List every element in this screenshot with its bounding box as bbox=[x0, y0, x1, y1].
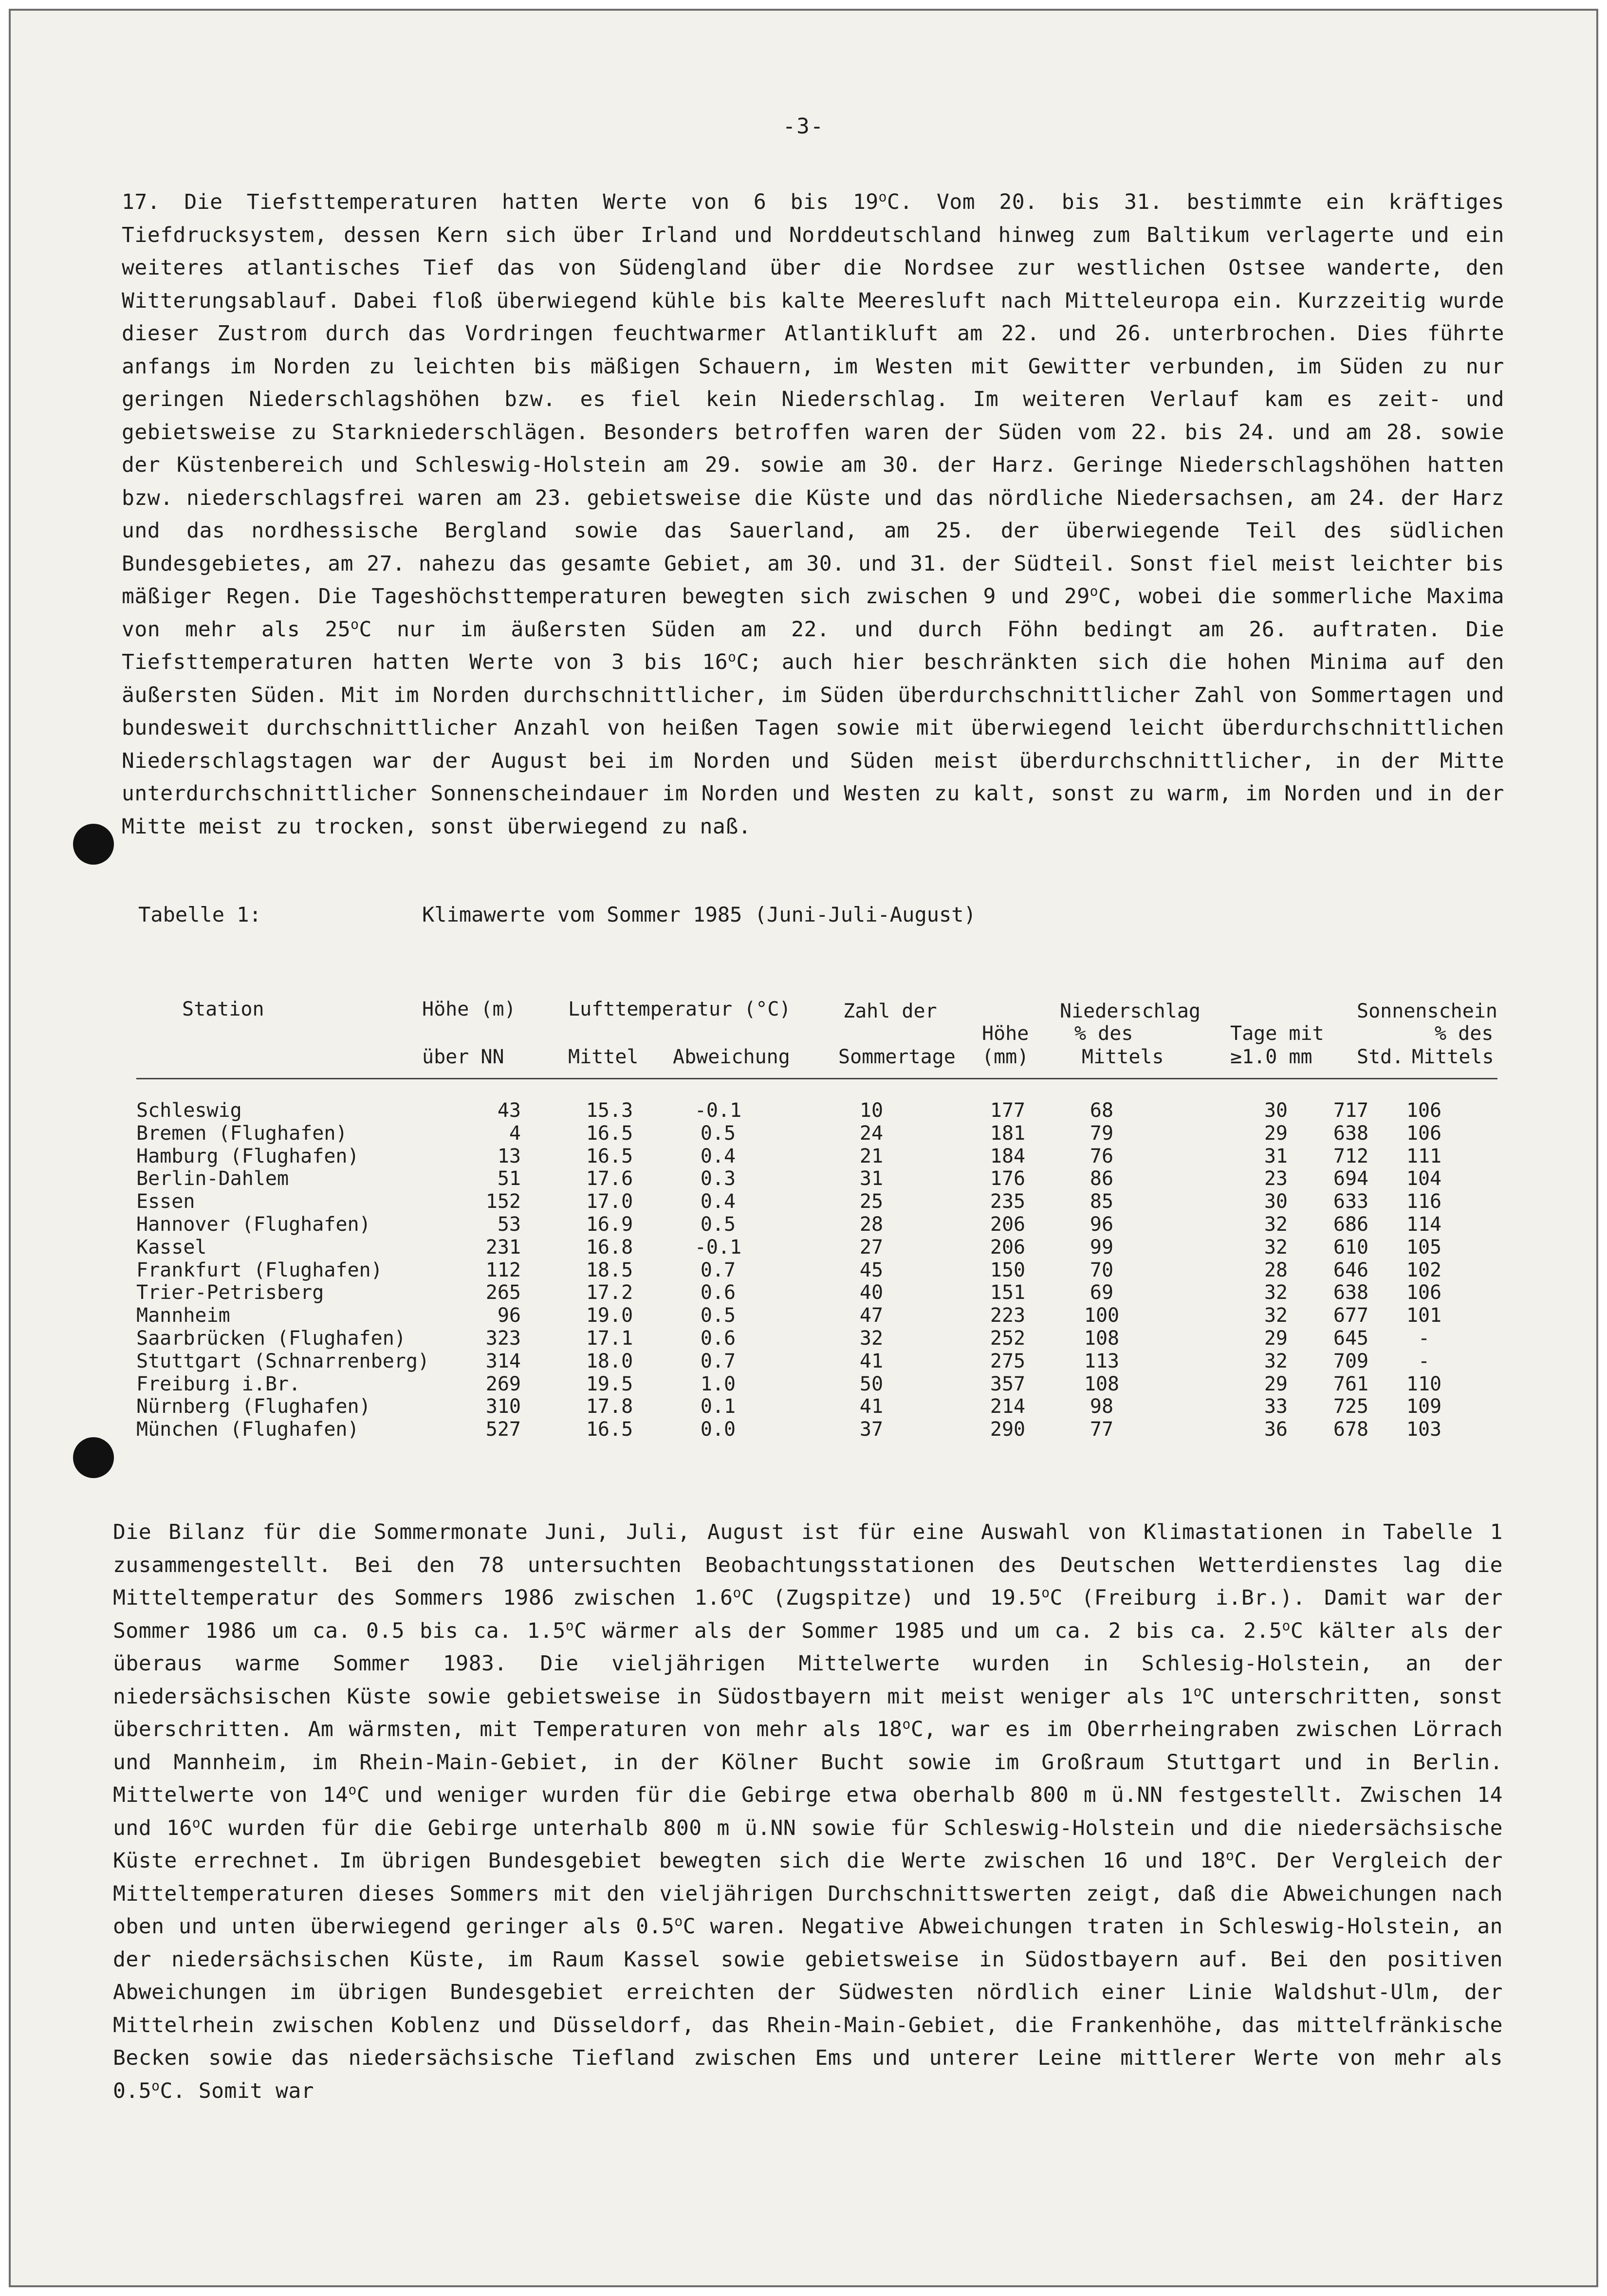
cell-spct: 110 bbox=[1406, 1372, 1442, 1395]
cell-std: 678 bbox=[1333, 1418, 1369, 1441]
table-row bbox=[136, 1099, 1499, 1122]
cell-station: Mannheim bbox=[136, 1304, 230, 1327]
cell-npct: 98 bbox=[1090, 1395, 1114, 1418]
cell-nhoehe: 206 bbox=[990, 1236, 1026, 1259]
cell-mittel: 16.9 bbox=[586, 1213, 633, 1236]
table-row bbox=[136, 1373, 1499, 1396]
cell-station: Hannover (Flughafen) bbox=[136, 1213, 371, 1236]
header-mittel: Mittel bbox=[568, 1046, 639, 1068]
cell-npct: 85 bbox=[1090, 1190, 1114, 1213]
cell-npct: 96 bbox=[1090, 1213, 1114, 1236]
header-tage-top: Tage mit bbox=[1230, 1022, 1324, 1045]
table-header-rule bbox=[136, 1078, 1497, 1079]
cell-station: Saarbrücken (Flughafen) bbox=[136, 1327, 406, 1350]
cell-sommertage: 37 bbox=[859, 1418, 884, 1441]
table-row bbox=[136, 1236, 1499, 1259]
header-npct-top: % des bbox=[1074, 1022, 1133, 1045]
cell-tage: 29 bbox=[1264, 1372, 1288, 1395]
paragraph-bottom: Die Bilanz für die Sommermonate Juni, Juli, August ist für eine Auswahl von Klimastationen in Tabelle 1 zusammengestellt. Bei den 78 untersuchten Beobachtungsstationen des Deutschen Wetterdienstes lag die Mitteltemperatur des Sommers 1986 zwischen 1.6$^o$C (Zugspitze) und 19.5$^o$C (Freiburg i.Br.). Damit war der Sommer 1986 um ca. 0.5 bis ca. 1.5$^o$C wärmer als der Sommer 1985 und um ca. 2 bis ca. 2.5$^o$C kälter als der überaus warme Sommer 1983. Die vieljährigen Mittelwerte wurden in Schlesig-Holstein, an der niedersächsischen Küste sowie gebietsweise in Südostbayern mit meist weniger als 1$^o$C unterschritten, sonst überschritten. Am wärmsten, mit Temperaturen von mehr als 18$^o$C, war es im Oberrheingraben zwischen Lörrach und Mannheim, im Rhein-Main-Gebiet, in der Kölner Bucht sowie im Großraum Stuttgart und in Berlin. Mittelwerte von 14$^o$C und weniger wurden für die Gebirge etwa oberhalb 800 m ü.NN festgestellt. Zwischen 14 und 16$^o$C wurden für die Gebirge unterhalb 800 m ü.NN sowie für Schleswig-Holstein und die niedersächsische Küste errechnet. Im übrigen Bundesgebiet bewegten sich die Werte zwischen 16 und 18$^o$C. Der Vergleich der Mitteltemperaturen dieses Sommers mit den vieljährigen Durchschnittswerten zeigt, daß die Abweichungen nach oben und unten überwiegend geringer als 0.5$^o$C waren. Negative Abweichungen traten in Schleswig-Holstein, an der niedersächsischen Küste, im Raum Kassel sowie gebietsweise in Südostbayern auf. Bei den positiven Abweichungen im übrigen Bundesgebiet erreichten der Südwesten nördlich einer Linie Waldshut-Ulm, der Mittelrhein zwischen Koblenz und Düsseldorf, das Rhein-Main-Gebiet, die Frankenhöhe, das mittelfränkische Becken sowie das niedersächsische Tiefland zwischen Ems und unterer Leine mittlerer Werte von mehr als 0.5$^o$C. Somit war bbox=[113, 1520, 1503, 2103]
cell-tage: 32 bbox=[1264, 1213, 1288, 1236]
table-row bbox=[136, 1259, 1499, 1282]
cell-nhoehe: 214 bbox=[990, 1395, 1026, 1418]
header-tage-bottom: ≥1.0 mm bbox=[1230, 1046, 1312, 1068]
cell-nhoehe: 181 bbox=[990, 1122, 1026, 1145]
cell-npct: 68 bbox=[1090, 1099, 1114, 1122]
cell-abw: 0.4 bbox=[700, 1190, 736, 1213]
cell-hoehe: 269 bbox=[485, 1372, 521, 1395]
cell-std: 638 bbox=[1333, 1281, 1369, 1304]
cell-mittel: 16.5 bbox=[586, 1418, 633, 1441]
table-body bbox=[136, 1099, 1499, 1441]
cell-abw: 1.0 bbox=[700, 1372, 736, 1395]
header-abweichung: Abweichung bbox=[673, 1046, 790, 1068]
cell-npct: 77 bbox=[1090, 1418, 1114, 1441]
cell-station: Frankfurt (Flughafen) bbox=[136, 1259, 383, 1281]
cell-abw: 0.3 bbox=[700, 1167, 736, 1190]
cell-abw: -0.1 bbox=[694, 1099, 742, 1122]
cell-sommertage: 31 bbox=[859, 1167, 884, 1190]
table-caption: Tabelle 1: bbox=[138, 903, 261, 926]
cell-std: 633 bbox=[1333, 1190, 1369, 1213]
cell-sommertage: 10 bbox=[859, 1099, 884, 1122]
cell-npct: 100 bbox=[1084, 1304, 1120, 1327]
header-nhoehe-bottom: (mm) bbox=[982, 1046, 1029, 1068]
cell-mittel: 17.6 bbox=[586, 1167, 633, 1190]
cell-npct: 99 bbox=[1090, 1236, 1114, 1259]
cell-nhoehe: 151 bbox=[990, 1281, 1026, 1304]
cell-sommertage: 21 bbox=[859, 1145, 884, 1167]
cell-sommertage: 24 bbox=[859, 1122, 884, 1145]
cell-sommertage: 28 bbox=[859, 1213, 884, 1236]
cell-hoehe: 310 bbox=[485, 1395, 521, 1418]
cell-spct: 109 bbox=[1406, 1395, 1442, 1418]
cell-spct: 106 bbox=[1406, 1281, 1442, 1304]
cell-hoehe: 96 bbox=[497, 1304, 521, 1327]
cell-nhoehe: 290 bbox=[990, 1418, 1026, 1441]
cell-tage: 32 bbox=[1264, 1304, 1288, 1327]
cell-abw: 0.7 bbox=[700, 1350, 736, 1372]
cell-nhoehe: 252 bbox=[990, 1327, 1026, 1350]
cell-mittel: 16.5 bbox=[586, 1122, 633, 1145]
paragraph-top: 17. Die Tiefsttemperaturen hatten Werte von 6 bis 19$^o$C. Vom 20. bis 31. bestimmte ein kräftiges Tiefdrucksystem, dessen Kern sich über Irland und Norddeutschland hinweg zum Baltikum verlagerte und ein weiteres atlantisches Tief das von Südengland über die Nordsee zur westlichen Ostsee wanderte, den Witterungsablauf. Dabei floß überwiegend kühle bis kalte Meeresluft nach Mitteleuropa ein. Kurzzeitig wurde dieser Zustrom durch das Vordringen feuchtwarmer Atlantikluft am 22. und 26. unterbrochen. Dies führte anfangs im Norden zu leichten bis mäßigen Schauern, im Westen mit Gewitter verbunden, im Süden zu nur geringen Niederschlagshöhen bzw. es fiel kein Niederschlag. Im weiteren Verlauf kam es zeit- und gebietsweise zu Starkniederschlägen. Besonders betroffen waren der Süden vom 22. bis 24. und am 28. sowie der Küstenbereich und Schleswig-Holstein am 29. sowie am 30. der Harz. Geringe Niederschlagshöhen hatten bzw. niederschlagsfrei waren am 23. gebietsweise die Küste und das nördliche Niedersachsen, am 24. der Harz und das nordhessische Bergland sowie das Sauerland, am 25. der überwiegende Teil des südlichen Bundesgebietes, am 27. nahezu das gesamte Gebiet, am 30. und 31. der Südteil. Sonst fiel meist leichter bis mäßiger Regen. Die Tageshöchsttemperaturen bewegten sich zwischen 9 und 29$^o$C, wobei die sommerliche Maxima von mehr als 25$^o$C nur im äußersten Süden am 22. und durch Föhn bedingt am 26. auftraten. Die Tiefsttemperaturen hatten Werte von 3 bis 16$^o$C; auch hier beschränkten sich die hohen Minima auf den äußersten Süden. Mit im Norden durchschnittlicher, im Süden überdurchschnittlicher Zahl von Sommertagen und bundesweit durchschnittlicher Anzahl von heißen Tagen sowie mit überwiegend leicht überdurchschnittlichen Niederschlagstagen war der August bei im Norden und Süden meist überdurchschnittlicher, in der Mitte unterdurchschnittlicher Sonnenscheindauer im Norden und Westen zu kalt, sonst zu warm, im Norden und in der Mitte meist zu trocken, sonst überwiegend zu naß. bbox=[122, 188, 1505, 839]
cell-tage: 23 bbox=[1264, 1167, 1288, 1190]
cell-hoehe: 4 bbox=[509, 1122, 521, 1145]
cell-hoehe: 13 bbox=[497, 1145, 521, 1167]
cell-std: 645 bbox=[1333, 1327, 1369, 1350]
cell-station: Bremen (Flughafen) bbox=[136, 1122, 348, 1145]
cell-mittel: 18.5 bbox=[586, 1259, 633, 1281]
cell-mittel: 17.0 bbox=[586, 1190, 633, 1213]
cell-abw: 0.5 bbox=[700, 1122, 736, 1145]
header-hoehe-bottom: über NN bbox=[422, 1046, 504, 1068]
cell-std: 638 bbox=[1333, 1122, 1369, 1145]
cell-spct: 106 bbox=[1406, 1122, 1442, 1145]
cell-station: Freiburg i.Br. bbox=[136, 1372, 301, 1395]
table-title: Klimawerte vom Sommer 1985 (Juni-Juli-August) bbox=[422, 903, 976, 926]
header-nhoehe-top: Höhe bbox=[982, 1022, 1029, 1045]
cell-hoehe: 51 bbox=[497, 1167, 521, 1190]
cell-abw: -0.1 bbox=[694, 1236, 742, 1259]
cell-spct: 104 bbox=[1406, 1167, 1442, 1190]
cell-npct: 108 bbox=[1084, 1327, 1120, 1350]
cell-std: 686 bbox=[1333, 1213, 1369, 1236]
cell-std: 694 bbox=[1333, 1167, 1369, 1190]
cell-tage: 32 bbox=[1264, 1281, 1288, 1304]
cell-nhoehe: 177 bbox=[990, 1099, 1026, 1122]
cell-std: 725 bbox=[1333, 1395, 1369, 1418]
cell-spct: 105 bbox=[1406, 1236, 1442, 1259]
header-npct-bottom: Mittels bbox=[1082, 1046, 1164, 1068]
cell-hoehe: 527 bbox=[485, 1418, 521, 1441]
cell-mittel: 19.5 bbox=[586, 1372, 633, 1395]
cell-nhoehe: 223 bbox=[990, 1304, 1026, 1327]
cell-hoehe: 323 bbox=[485, 1327, 521, 1350]
cell-mittel: 17.8 bbox=[586, 1395, 633, 1418]
cell-nhoehe: 235 bbox=[990, 1190, 1026, 1213]
cell-hoehe: 152 bbox=[485, 1190, 521, 1213]
cell-spct: 101 bbox=[1406, 1304, 1442, 1327]
table-row bbox=[136, 1395, 1499, 1418]
cell-station: Nürnberg (Flughafen) bbox=[136, 1395, 371, 1418]
cell-tage: 28 bbox=[1264, 1259, 1288, 1281]
table-row bbox=[136, 1122, 1499, 1145]
cell-abw: 0.6 bbox=[700, 1281, 736, 1304]
cell-spct: 106 bbox=[1406, 1099, 1442, 1122]
cell-station: Berlin-Dahlem bbox=[136, 1167, 289, 1190]
cell-spct: - bbox=[1418, 1350, 1430, 1372]
cell-std: 709 bbox=[1333, 1350, 1369, 1372]
cell-tage: 32 bbox=[1264, 1236, 1288, 1259]
cell-std: 646 bbox=[1333, 1259, 1369, 1281]
cell-sommertage: 45 bbox=[859, 1259, 884, 1281]
cell-spct: 111 bbox=[1406, 1145, 1442, 1167]
table-row bbox=[136, 1145, 1499, 1168]
page-number: -3- bbox=[782, 114, 825, 139]
header-sommertage: Sommertage bbox=[838, 1046, 956, 1068]
cell-nhoehe: 150 bbox=[990, 1259, 1026, 1281]
header-sonnenschein: Sonnenschein bbox=[1357, 1000, 1497, 1022]
cell-abw: 0.1 bbox=[700, 1395, 736, 1418]
cell-npct: 79 bbox=[1090, 1122, 1114, 1145]
cell-mittel: 17.2 bbox=[586, 1281, 633, 1304]
header-spct-top: % des bbox=[1435, 1022, 1494, 1045]
cell-std: 712 bbox=[1333, 1145, 1369, 1167]
cell-npct: 86 bbox=[1090, 1167, 1114, 1190]
table-row bbox=[136, 1350, 1499, 1373]
header-spct-bottom: Mittels bbox=[1412, 1046, 1494, 1068]
document-page bbox=[9, 9, 1598, 2287]
cell-mittel: 15.3 bbox=[586, 1099, 633, 1122]
cell-nhoehe: 206 bbox=[990, 1213, 1026, 1236]
header-zahl-der: Zahl der bbox=[843, 1000, 937, 1022]
cell-mittel: 17.1 bbox=[586, 1327, 633, 1350]
cell-abw: 0.7 bbox=[700, 1259, 736, 1281]
cell-npct: 76 bbox=[1090, 1145, 1114, 1167]
cell-hoehe: 314 bbox=[485, 1350, 521, 1372]
cell-station: Kassel bbox=[136, 1236, 207, 1259]
table-row bbox=[136, 1327, 1499, 1350]
cell-mittel: 19.0 bbox=[586, 1304, 633, 1327]
header-station: Station bbox=[182, 998, 264, 1020]
cell-npct: 69 bbox=[1090, 1281, 1114, 1304]
cell-std: 610 bbox=[1333, 1236, 1369, 1259]
header-std: Std. bbox=[1357, 1046, 1404, 1068]
table-row bbox=[136, 1167, 1499, 1190]
cell-tage: 29 bbox=[1264, 1327, 1288, 1350]
cell-tage: 30 bbox=[1264, 1099, 1288, 1122]
cell-spct: - bbox=[1418, 1327, 1430, 1350]
cell-sommertage: 41 bbox=[859, 1395, 884, 1418]
cell-mittel: 16.8 bbox=[586, 1236, 633, 1259]
cell-std: 677 bbox=[1333, 1304, 1369, 1327]
header-hoehe-top: Höhe (m) bbox=[422, 998, 516, 1020]
cell-sommertage: 41 bbox=[859, 1350, 884, 1372]
cell-nhoehe: 357 bbox=[990, 1372, 1026, 1395]
table-row bbox=[136, 1304, 1499, 1327]
cell-nhoehe: 275 bbox=[990, 1350, 1026, 1372]
cell-station: Stuttgart (Schnarrenberg) bbox=[136, 1350, 430, 1372]
cell-tage: 30 bbox=[1264, 1190, 1288, 1213]
cell-abw: 0.5 bbox=[700, 1213, 736, 1236]
cell-tage: 29 bbox=[1264, 1122, 1288, 1145]
cell-spct: 114 bbox=[1406, 1213, 1442, 1236]
cell-hoehe: 231 bbox=[485, 1236, 521, 1259]
cell-sommertage: 47 bbox=[859, 1304, 884, 1327]
table-row bbox=[136, 1418, 1499, 1441]
cell-abw: 0.0 bbox=[700, 1418, 736, 1441]
cell-sommertage: 25 bbox=[859, 1190, 884, 1213]
cell-mittel: 16.5 bbox=[586, 1145, 633, 1167]
cell-spct: 103 bbox=[1406, 1418, 1442, 1441]
cell-hoehe: 265 bbox=[485, 1281, 521, 1304]
punch-hole-top bbox=[73, 824, 114, 865]
cell-tage: 31 bbox=[1264, 1145, 1288, 1167]
cell-station: Essen bbox=[136, 1190, 195, 1213]
cell-sommertage: 27 bbox=[859, 1236, 884, 1259]
cell-npct: 70 bbox=[1090, 1259, 1114, 1281]
table-row bbox=[136, 1190, 1499, 1213]
cell-std: 717 bbox=[1333, 1099, 1369, 1122]
cell-nhoehe: 184 bbox=[990, 1145, 1026, 1167]
cell-hoehe: 112 bbox=[485, 1259, 521, 1281]
cell-sommertage: 50 bbox=[859, 1372, 884, 1395]
cell-spct: 116 bbox=[1406, 1190, 1442, 1213]
cell-hoehe: 53 bbox=[497, 1213, 521, 1236]
table-row bbox=[136, 1281, 1499, 1304]
cell-sommertage: 40 bbox=[859, 1281, 884, 1304]
cell-station: Hamburg (Flughafen) bbox=[136, 1145, 359, 1167]
cell-abw: 0.5 bbox=[700, 1304, 736, 1327]
cell-sommertage: 32 bbox=[859, 1327, 884, 1350]
cell-abw: 0.6 bbox=[700, 1327, 736, 1350]
cell-mittel: 18.0 bbox=[586, 1350, 633, 1372]
cell-npct: 113 bbox=[1084, 1350, 1120, 1372]
cell-tage: 33 bbox=[1264, 1395, 1288, 1418]
cell-tage: 36 bbox=[1264, 1418, 1288, 1441]
cell-nhoehe: 176 bbox=[990, 1167, 1026, 1190]
cell-npct: 108 bbox=[1084, 1372, 1120, 1395]
cell-station: Schleswig bbox=[136, 1099, 242, 1122]
header-niederschlag: Niederschlag bbox=[1060, 1000, 1201, 1022]
cell-std: 761 bbox=[1333, 1372, 1369, 1395]
header-lufttemperatur: Lufttemperatur (°C) bbox=[568, 998, 791, 1020]
cell-station: München (Flughafen) bbox=[136, 1418, 359, 1441]
table-row bbox=[136, 1213, 1499, 1236]
punch-hole-bottom bbox=[73, 1437, 114, 1478]
cell-tage: 32 bbox=[1264, 1350, 1288, 1372]
cell-station: Trier-Petrisberg bbox=[136, 1281, 324, 1304]
cell-abw: 0.4 bbox=[700, 1145, 736, 1167]
cell-hoehe: 43 bbox=[497, 1099, 521, 1122]
cell-spct: 102 bbox=[1406, 1259, 1442, 1281]
